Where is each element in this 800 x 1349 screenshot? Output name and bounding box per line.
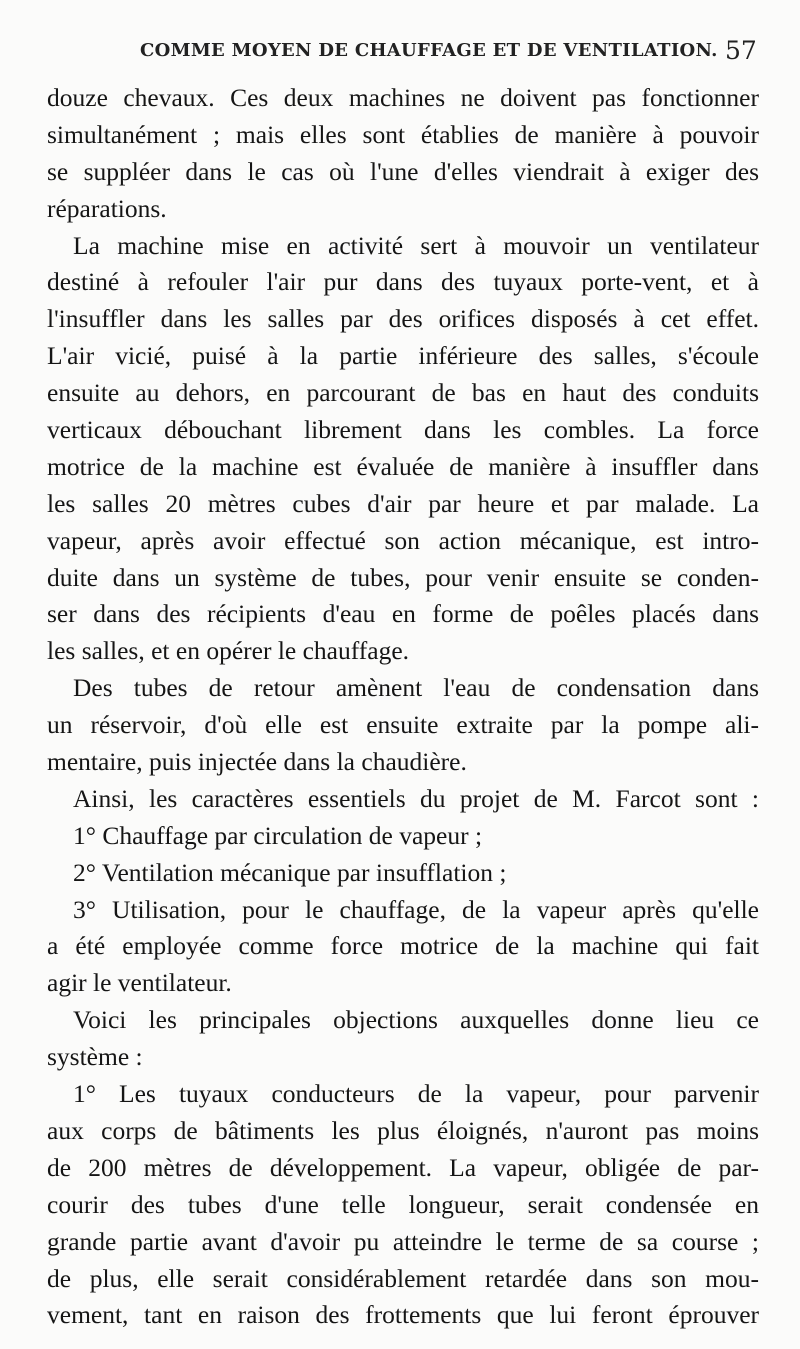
text-line: 3° Utilisation, pour le chauffage, de la vapeur après qu'elle (73, 894, 759, 924)
text-line: Ainsi, les caractères essentiels du projet de M. Farcot sont : (73, 783, 759, 813)
page-header (0, 36, 800, 76)
text-line: a été employée comme force motrice de la machine qui fait (47, 931, 759, 961)
text-line: douze chevaux. Ces deux machines ne doivent pas fonctionner (47, 83, 759, 112)
text-line: destiné à refouler l'air pur dans des tuyaux porte-vent, et à (47, 267, 759, 297)
text-line: La machine mise en activité sert à mouvoir un ventilateur (73, 230, 759, 260)
text-line: 2° Ventilation mécanique par insufflation ; (73, 857, 507, 887)
text-line: de plus, elle serait considérablement retardée dans son mou- (47, 1263, 759, 1293)
text-line: agir le ventilateur. (47, 968, 232, 998)
text-line: réparations. (47, 193, 167, 223)
text-line: courir des tubes d'une telle longueur, serait condensée en (47, 1189, 759, 1219)
text-line: grande partie avant d'avoir pu atteindre le terme de sa course ; (47, 1226, 759, 1256)
text-line: système : (47, 1042, 143, 1072)
text-line: Voici les principales objections auxquelles donne lieu ce (73, 1005, 759, 1035)
text-line: ser dans des récipients d'eau en forme de poêles placés dans (47, 599, 759, 629)
text-line: aux corps de bâtiments les plus éloignés, n'auront pas moins (47, 1115, 759, 1145)
text-line: Des tubes de retour amènent l'eau de condensation dans (73, 673, 759, 703)
body-text (47, 80, 759, 1334)
text-line: duite dans un système de tubes, pour venir ensuite se conden- (47, 562, 759, 592)
page-number: 57 (725, 36, 757, 65)
text-line: mentaire, puis injectée dans la chaudière. (47, 747, 467, 777)
running-title: COMME MOYEN DE CHAUFFAGE ET DE VENTILATION. (140, 40, 718, 61)
text-line: 1° Chauffage par circulation de vapeur ; (73, 820, 483, 850)
text-line: ensuite au dehors, en parcourant de bas en haut des conduits (47, 378, 759, 408)
text-line: un réservoir, d'où elle est ensuite extraite par la pompe ali- (47, 710, 759, 740)
text-line: simultanément ; mais elles sont établies de manière à pouvoir (47, 119, 759, 149)
text-line: de 200 mètres de développement. La vapeur, obligée de par- (47, 1152, 759, 1182)
text-line: verticaux débouchant librement dans les combles. La force (47, 415, 759, 445)
text-line: les salles 20 mètres cubes d'air par heure et par malade. La (47, 488, 759, 518)
text-line: vapeur, après avoir effectué son action mécanique, est intro- (47, 525, 759, 555)
text-line: vement, tant en raison des frottements que lui feront éprouver (47, 1300, 759, 1330)
text-line: les salles, et en opérer le chauffage. (47, 636, 410, 666)
text-line: L'air vicié, puisé à la partie inférieure des salles, s'écoule (47, 341, 759, 371)
text-line: motrice de la machine est évaluée de manière à insuffler dans (47, 451, 759, 481)
text-line: 1° Les tuyaux conducteurs de la vapeur, pour parvenir (73, 1079, 759, 1109)
text-line: se suppléer dans le cas où l'une d'elles viendrait à exiger des (47, 156, 759, 186)
text-line: l'insuffler dans les salles par des orifices disposés à cet effet. (47, 304, 759, 334)
